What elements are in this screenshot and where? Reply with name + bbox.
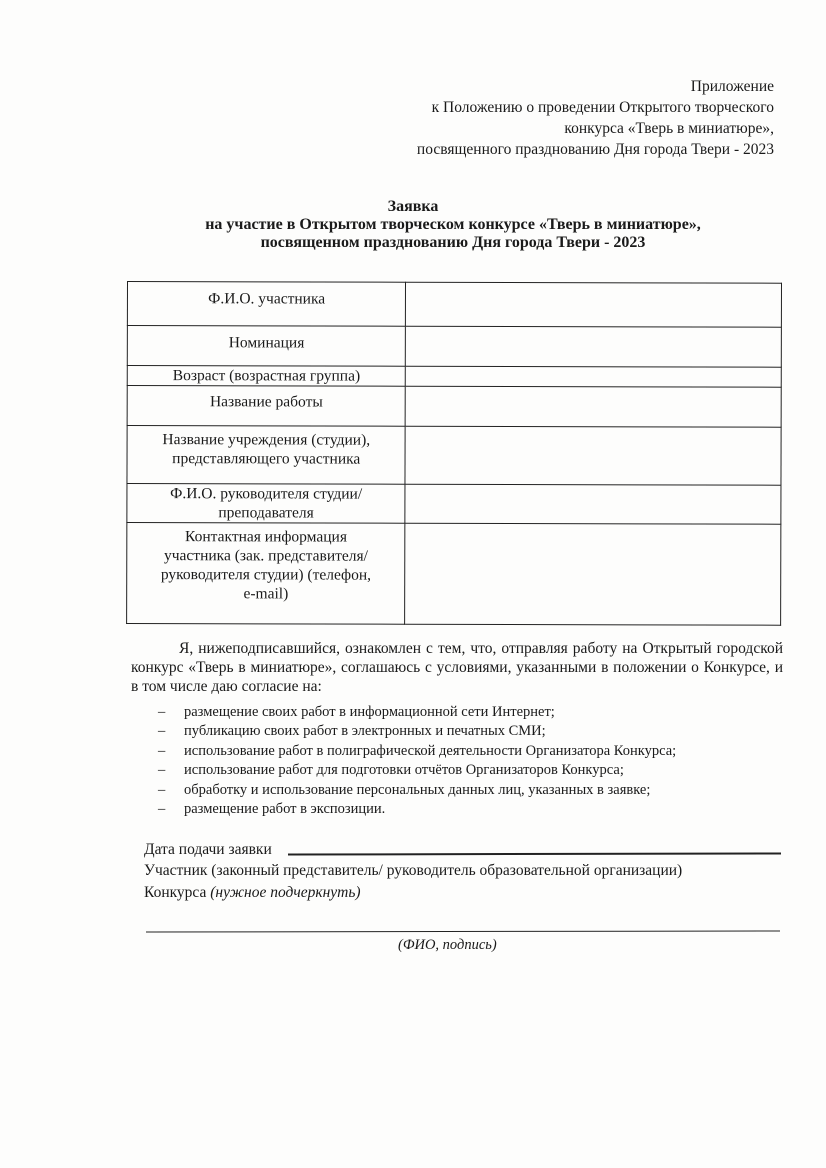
submission-date-line[interactable] <box>288 852 781 855</box>
list-item: – обработку и использование персональных данных лиц, указанных в заявке; <box>158 781 651 798</box>
form-field-institution[interactable] <box>405 426 781 485</box>
form-row-participant-name <box>127 282 781 328</box>
form-row-work-title <box>127 386 781 428</box>
consent-paragraph <box>131 639 783 696</box>
appendix-header <box>417 76 774 160</box>
appendix-line-1: Приложение <box>690 78 774 95</box>
form-label: Ф.И.О. участника <box>127 282 406 327</box>
form-label: Номинация <box>127 326 406 367</box>
list-item: – использование работ в полиграфической деятельности Организатора Конкурса; <box>158 742 677 759</box>
submission-date-label: Дата подачи заявки <box>144 841 272 858</box>
form-field-supervisor[interactable] <box>405 484 781 524</box>
list-item: – размещение своих работ в информационной сети Интернет; <box>158 704 555 720</box>
list-item: – использование работ для подготовки отчётов Организаторов Конкурса; <box>158 762 624 779</box>
consent-list <box>158 703 676 819</box>
form-row-institution <box>127 426 781 486</box>
underline-note: (нужное подчеркнуть) <box>210 884 361 901</box>
form-label: Название учреждения (студии), представляющего участника <box>127 426 406 485</box>
signature-caption: (ФИО, подпись) <box>398 937 497 953</box>
contest-label: Конкурса <box>144 884 207 901</box>
form-field-work-title[interactable] <box>406 386 782 427</box>
form-row-nomination <box>127 326 781 368</box>
document-subtitle-2: посвященном празднованию Дня города Твери - 2023 <box>260 234 646 251</box>
signature-line[interactable] <box>146 930 780 932</box>
form-label: Возраст (возрастная группа) <box>127 366 405 387</box>
form-field-contact-info[interactable] <box>405 523 781 625</box>
list-item: – размещение работ в экспозиции. <box>158 801 386 818</box>
form-label: Ф.И.О. руководителя студии/ преподавателя <box>127 484 406 524</box>
appendix-line-4: посвященного празднованию Дня города Твери - 2023 <box>416 141 774 158</box>
list-item: – публикацию своих работ в электронных и печатных СМИ; <box>158 723 546 740</box>
document-subtitle-1: на участие в Открытом творческом конкурсе «Тверь в миниатюре», <box>205 216 701 233</box>
form-field-age[interactable] <box>406 366 782 387</box>
form-row-age <box>127 366 781 388</box>
form-field-nomination[interactable] <box>406 326 782 367</box>
form-label: Название работы <box>127 386 406 427</box>
form-row-contact-info <box>127 523 781 626</box>
contest-line <box>144 883 361 903</box>
form-field-participant-name[interactable] <box>406 282 782 327</box>
consent-text: Я, нижеподписавшийся, ознакомлен с тем, что, отправляя работу на Открытый городской конкурс «Тверь в миниатюре», соглашаюсь с условиями, указанными в положении о Конкурсе, и в том числе даю согласие на: <box>131 640 783 695</box>
participant-role-line: Участник (законный представитель/ руководитель образовательной организации) <box>144 862 683 879</box>
appendix-line-3: конкурса «Тверь в миниатюре», <box>564 120 774 137</box>
form-label: Контактная информация участника (зак. представителя/ руководителя студии) (телефон, e-mail) <box>127 523 406 625</box>
document-title: Заявка <box>387 198 439 215</box>
form-row-supervisor <box>127 484 781 525</box>
appendix-line-2: к Положению о проведении Открытого творческого <box>431 99 774 116</box>
application-form-table <box>126 281 782 626</box>
